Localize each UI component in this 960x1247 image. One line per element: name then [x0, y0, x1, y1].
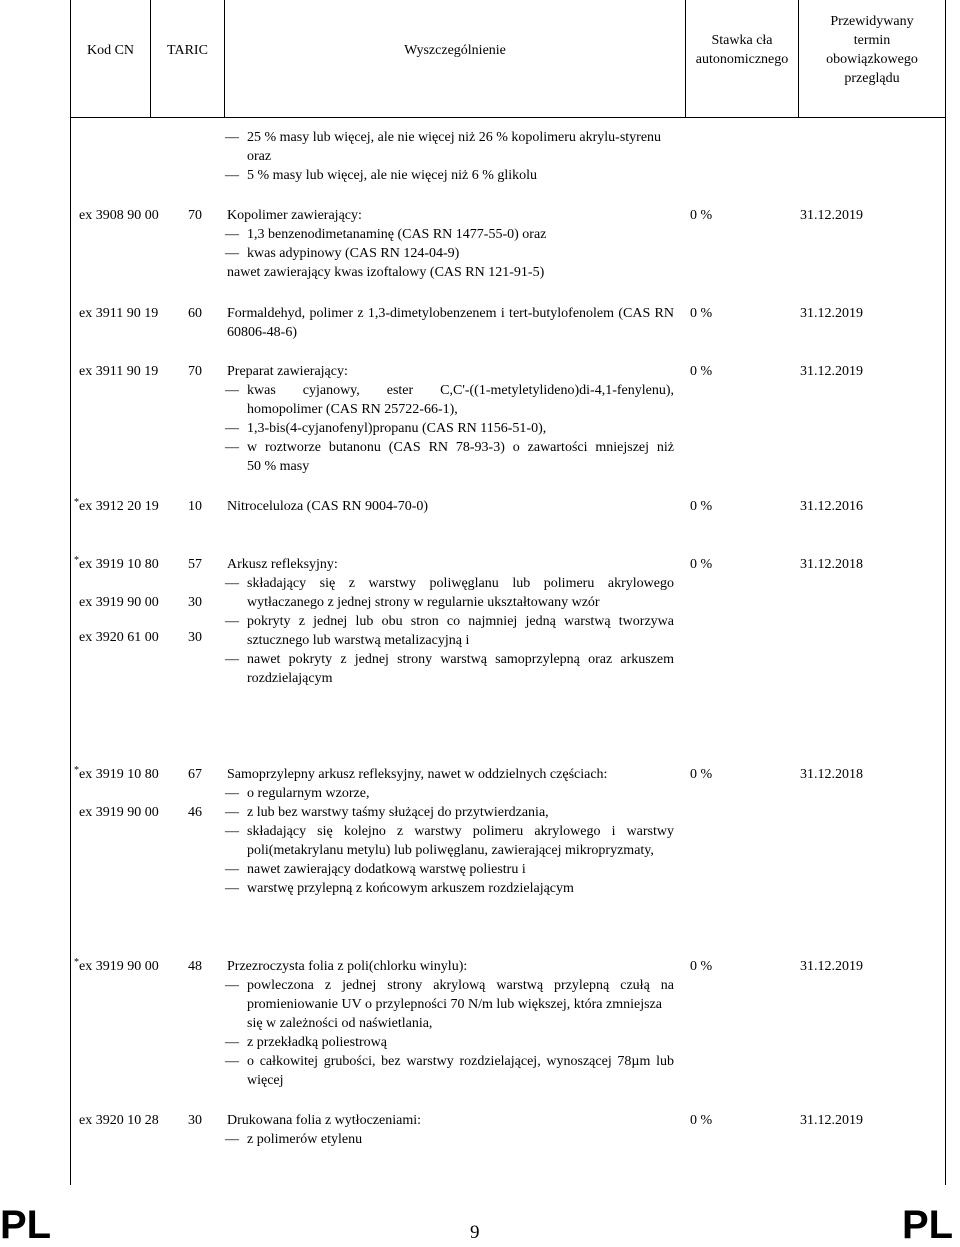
cn-code-text: ex 3919 10 80 [79, 557, 159, 572]
cn-code: ex 3911 90 19 [79, 364, 159, 379]
footnote-star: * [74, 957, 79, 968]
review-date: 31.12.2019 [800, 208, 863, 223]
description-line: Kopolimer zawierający: [227, 208, 362, 223]
footer-language-left: PL [0, 1203, 52, 1247]
description-line: Arkusz refleksyjny: [227, 557, 338, 572]
header-cn: Kod CN [86, 42, 135, 58]
taric-code: 70 [188, 208, 202, 223]
rate-value: 0 % [690, 208, 713, 223]
description-cell [227, 128, 674, 185]
review-date: 31.12.2019 [800, 364, 863, 379]
description-line: 60806-48-6) [227, 325, 297, 340]
description-cell [227, 206, 674, 282]
description-line: — z lub bez warstwy taśmy służącej do przytwierdzania, [227, 803, 674, 822]
footnote-star: * [74, 765, 79, 776]
description-line: — składający się z warstwy poliwęglanu lub polimeru akrylowego [227, 574, 674, 593]
rate-value: 0 % [690, 364, 713, 379]
taric-code: 60 [188, 306, 202, 321]
description-line: — z przekładką poliestrową [227, 1033, 674, 1052]
description-line: nawet zawierający kwas izoftalowy (CAS RN 121-91-5) [227, 265, 545, 280]
description-line: — pokryty z jednej lub obu stron co najmniej jedną warstwą tworzywa [227, 612, 674, 631]
description-line: — z polimerów etylenu [227, 1130, 674, 1149]
description-line: — kwas adypinowy (CAS RN 124-04-9) [227, 244, 674, 263]
rate-value: 0 % [690, 959, 713, 974]
review-date: 31.12.2018 [800, 557, 863, 572]
description-line: promieniowanie UV o przylepności 70 N/m lub większej, która zmniejsza [247, 997, 662, 1012]
description-line: — o regularnym wzorze, [227, 784, 674, 803]
header-divider [70, 117, 946, 118]
taric-code: 30 [188, 1113, 202, 1128]
description-line: Przezroczysta folia z poli(chlorku winylu): [227, 959, 468, 974]
description-line: Formaldehyd, polimer z 1,3-dimetylobenzenem i tert-butylofenolem (CAS RN [227, 306, 674, 321]
header-description: Wyszczególnienie [404, 42, 506, 58]
description-line: Nitroceluloza (CAS RN 9004-70-0) [227, 499, 429, 514]
description-line: Preparat zawierający: [227, 364, 348, 379]
rate-value: 0 % [690, 306, 713, 321]
footnote-star: * [74, 555, 79, 566]
table-border-left [70, 0, 71, 1185]
cn-code: ex 3919 90 00 [79, 805, 159, 820]
description-cell [227, 304, 674, 342]
description-line: — 5 % masy lub więcej, ale nie więcej niż 6 % glikolu [227, 166, 674, 185]
description-line: wytłaczanego z jednej strony w regularnie ukształtowany wzór [247, 595, 600, 610]
description-line: rozdzielającym [247, 671, 333, 686]
description-line: — 25 % masy lub więcej, ale nie więcej niż 26 % kopolimeru akrylu-styrenu [227, 128, 674, 147]
cn-code [74, 555, 180, 574]
cn-code-text: ex 3919 10 80 [79, 767, 159, 782]
rate-value: 0 % [690, 767, 713, 782]
description-line: poli(metakrylanu metylu) lub poliwęglanu, zawierającej mikropryzmaty, [247, 843, 654, 858]
cn-code-text: ex 3912 20 19 [79, 499, 159, 514]
cn-code: ex 3919 90 00 [79, 595, 159, 610]
taric-code: 46 [188, 805, 202, 820]
description-line: więcej [247, 1073, 284, 1088]
description-line: — o całkowitej grubości, bez warstwy rozdzielającej, wynoszącej 78µm lub [227, 1052, 674, 1071]
description-cell [227, 957, 674, 1090]
header-review: Przewidywany termin obowiązkowego przeglądu [826, 14, 918, 86]
description-cell [227, 1111, 674, 1149]
description-line: — warstwę przylepną z końcowym arkuszem rozdzielającym [227, 879, 674, 898]
rate-value: 0 % [690, 1113, 713, 1128]
description-cell [227, 497, 674, 516]
description-line: — 1,3-bis(4-cyjanofenyl)propanu (CAS RN 1156-51-0), [227, 419, 674, 438]
taric-code: 67 [188, 767, 202, 782]
taric-code: 30 [188, 595, 202, 610]
cn-code: ex 3911 90 19 [79, 306, 159, 321]
description-line: — powleczona z jednej strony akrylową warstwą przylepną czułą na [227, 976, 674, 995]
taric-code: 48 [188, 959, 202, 974]
description-line: Samoprzylepny arkusz refleksyjny, nawet w oddzielnych częściach: [227, 767, 608, 782]
review-date: 31.12.2019 [800, 306, 863, 321]
rate-value: 0 % [690, 557, 713, 572]
cn-code: ex 3920 61 00 [79, 630, 159, 645]
review-date: 31.12.2019 [800, 1113, 863, 1128]
taric-code: 30 [188, 630, 202, 645]
description-line: — w roztworze butanonu (CAS RN 78-93-3) o zawartości mniejszej niż [227, 438, 674, 457]
description-line: — kwas cyjanowy, ester C,C'-((1-metyletylideno)di-4,1-fenylenu), [227, 381, 674, 400]
cn-code [74, 957, 180, 976]
taric-code: 57 [188, 557, 202, 572]
description-cell [227, 555, 674, 688]
review-date: 31.12.2018 [800, 767, 863, 782]
description-line: Drukowana folia z wytłoczeniami: [227, 1113, 421, 1128]
description-line: — nawet zawierający dodatkową warstwę poliestru i [227, 860, 674, 879]
page-number: 9 [470, 1222, 480, 1243]
taric-code: 10 [188, 499, 202, 514]
description-line: oraz [247, 149, 272, 164]
description-line: — 1,3 benzenodimetanaminę (CAS RN 1477-55-0) oraz [227, 225, 674, 244]
cn-code-text: ex 3919 90 00 [79, 959, 159, 974]
description-line: — składający się kolejno z warstwy polimeru akrylowego i warstwy [227, 822, 674, 841]
review-date: 31.12.2016 [800, 499, 863, 514]
cn-code: ex 3908 90 00 [79, 208, 159, 223]
footnote-star: * [74, 497, 79, 508]
description-line: się w zależności od naświetlania, [247, 1016, 433, 1031]
rate-value: 0 % [690, 499, 713, 514]
header-rate: Stawka cła autonomicznego [695, 33, 789, 67]
description-cell [227, 765, 674, 898]
description-line: sztucznego lub warstwą metalizacyjną i [247, 633, 470, 648]
description-line: homopolimer (CAS RN 25722-66-1), [247, 402, 458, 417]
description-line: 50 % masy [247, 459, 310, 474]
cn-code [74, 765, 180, 784]
description-line: — nawet pokryty z jednej strony warstwą samoprzylepną oraz arkuszem [227, 650, 674, 669]
cn-code: ex 3920 10 28 [79, 1113, 159, 1128]
cn-code [74, 497, 180, 516]
header-taric: TARIC [167, 42, 208, 58]
review-date: 31.12.2019 [800, 959, 863, 974]
taric-code: 70 [188, 364, 202, 379]
table-border-right [945, 0, 946, 1185]
footer-language-right: PL [902, 1203, 954, 1247]
description-cell [227, 362, 674, 476]
